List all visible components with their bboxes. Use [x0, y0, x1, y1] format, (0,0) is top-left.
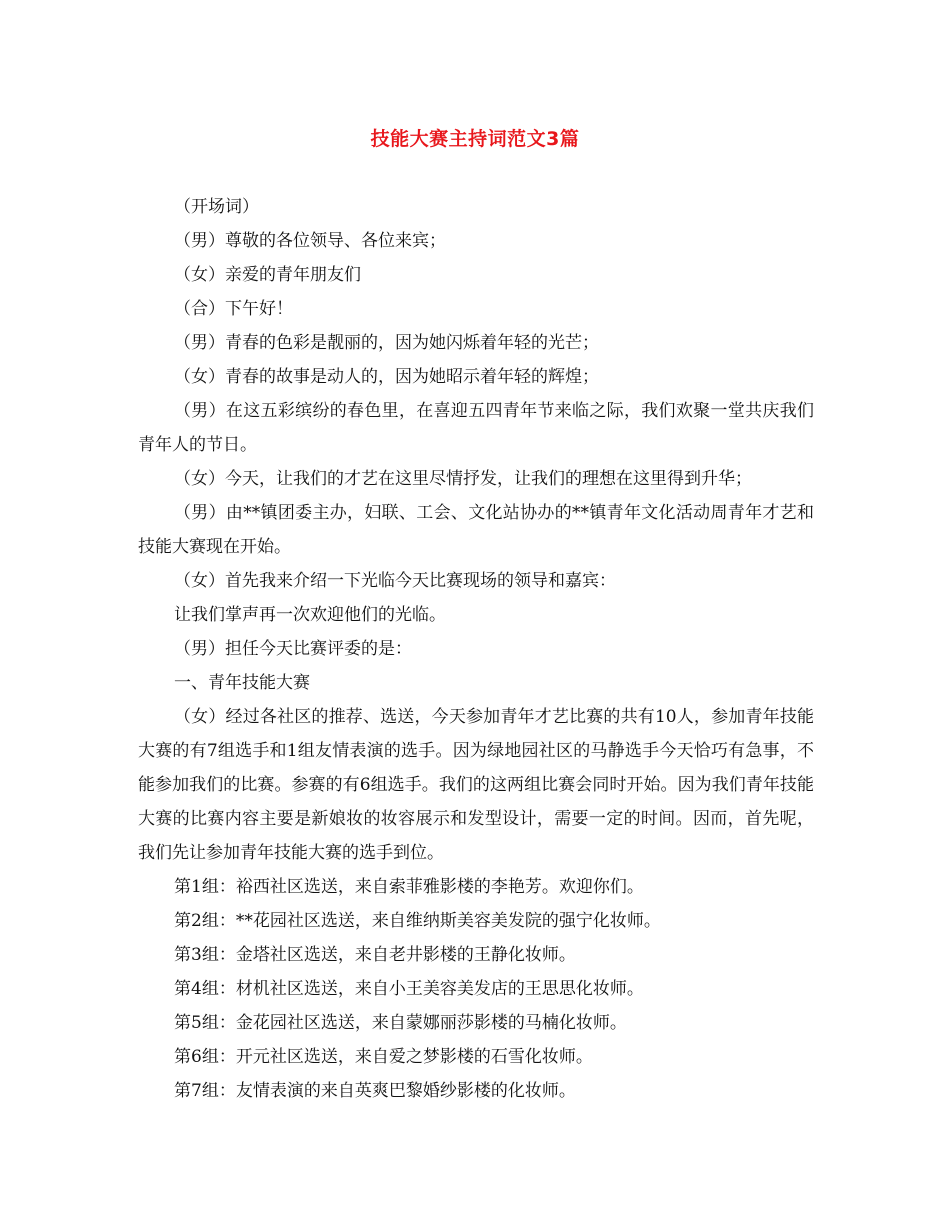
- list-item-group-2: 第2组：**花园社区选送，来自维纳斯美容美发院的强宁化妆师。: [174, 911, 661, 931]
- paragraph-male-opening: （男）由**镇团委主办，妇联、工会、文化站协办的**镇青年文化活动周青年才艺和技能大赛现在开始。: [138, 503, 814, 557]
- paragraph-male-greeting: （男）尊敬的各位领导、各位来宾；: [174, 231, 446, 251]
- paragraph-female-introduce-guests: （女）首先我来介绍一下光临今天比赛现场的领导和嘉宾：: [174, 571, 616, 591]
- list-item-group-6: 第6组：开元社区选送，来自爱之梦影楼的石雪化妆师。: [174, 1047, 593, 1067]
- list-item-group-5: 第5组：金花园社区选送，来自蒙娜丽莎影楼的马楠化妆师。: [174, 1013, 627, 1033]
- paragraph-welcome-applause: 让我们掌声再一次欢迎他们的光临。: [174, 605, 446, 625]
- list-item-group-1: 第1组：裕西社区选送，来自索菲雅影楼的李艳芳。欢迎你们。: [174, 877, 644, 897]
- list-item-group-3: 第3组：金塔社区选送，来自老井影楼的王静化妆师。: [174, 945, 576, 965]
- paragraph-together-greeting: （合）下午好！: [174, 299, 293, 319]
- paragraph-female-talent: （女）今天，让我们的才艺在这里尽情抒发，让我们的理想在这里得到升华；: [174, 469, 752, 489]
- list-item-group-7: 第7组：友情表演的来自英爽巴黎婚纱影楼的化妆师。: [174, 1081, 576, 1101]
- section-heading-skills-contest: 一、青年技能大赛: [174, 673, 310, 693]
- document-title: 技能大赛主持词范文3篇: [370, 128, 580, 150]
- paragraph-male-youth-colors: （男）青春的色彩是靓丽的，因为她闪烁着年轻的光芒；: [174, 333, 599, 353]
- list-item-group-4: 第4组：材机社区选送，来自小王美容美发店的王思思化妆师。: [174, 979, 644, 999]
- document-body: [138, 190, 814, 1108]
- paragraph-female-youth-story: （女）青春的故事是动人的，因为她昭示着年轻的辉煌；: [174, 367, 599, 387]
- paragraph-female-contest-details: （女）经过各社区的推荐、选送，今天参加青年才艺比赛的共有10人，参加青年技能大赛的有7组选手和1组友情表演的选手。因为绿地园社区的马静选手今天恰巧有急事，不能参加我们的比赛。参赛的有6组选手。我们的这两组比赛会同时开始。因为我们青年技能大赛的比赛内容主要是新娘妆的妆容展示和发型设计，需要一定的时间。因而，首先呢，我们先让参加青年技能大赛的选手到位。: [138, 707, 814, 863]
- paragraph-female-greeting: （女）亲爱的青年朋友们: [174, 265, 361, 285]
- paragraph-male-judges: （男）担任今天比赛评委的是：: [174, 639, 412, 659]
- paragraph-male-celebration: （男）在这五彩缤纷的春色里，在喜迎五四青年节来临之际，我们欢聚一堂共庆我们青年人的节日。: [138, 401, 814, 455]
- paragraph-opening-heading: （开场词）: [174, 197, 259, 217]
